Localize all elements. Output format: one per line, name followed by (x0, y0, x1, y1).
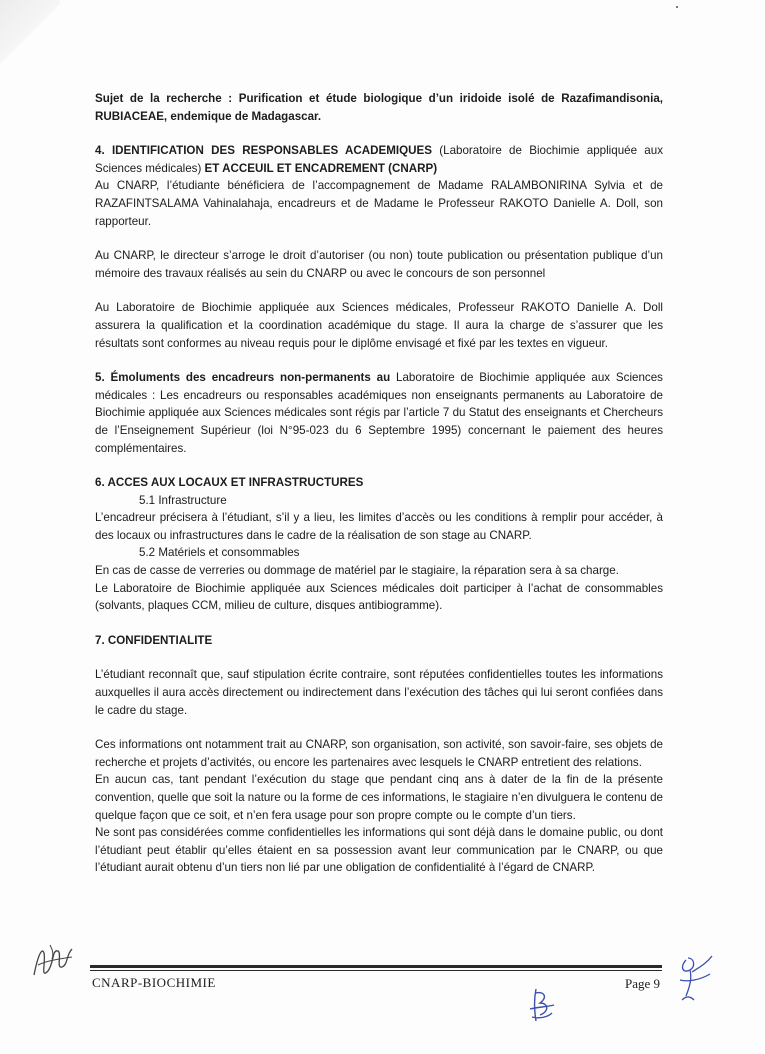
section-5-paragraph (95, 369, 663, 457)
section-4-heading-normal: (Laboratoire de Biochimie appliquée aux Sciences médicales) (95, 144, 663, 175)
subsection-5-1-text: L’encadreur précisera à l’étudiant, s’il y a lieu, les limites d’accès ou les conditions à remplir pour accéder, à des locaux ou infrastructures dans le cadre de la réalisation de son stage au CNARP. (95, 511, 663, 542)
subsection-5-2-title: 5.2 Matériels et consommables (139, 546, 300, 560)
section-7-paragraph-4: Ne sont pas considérées comme confidentielles les informations qui sont déjà dans le domaine public, ou dont l’étudiant peut établir qu’elles étaient en sa possession avant leur communication par le CNARP, ou que l’étudiant aurait obtenu d’un tiers non lié par une obligation de confidentialité à l’égard de CNARP. (95, 826, 663, 875)
section-4-heading-bold-2: ET ACCEUIL ET ENCADREMENT (CNARP) (201, 161, 438, 175)
section-4-paragraph-2: Au CNARP, le directeur s’arroge le droit d’autoriser (ou non) toute publication ou présentation publique d’un mémoire des travaux réalisés au sein du CNARP ou avec le concours de son personnel (95, 249, 663, 280)
footer-rule (90, 965, 662, 968)
subsection-5-2-text-1: En cas de casse de verreries ou dommage de matériel par le stagiaire, la réparation sera à sa charge. (95, 564, 619, 578)
page-corner-fold (0, 0, 60, 80)
subsection-5-1-title: 5.1 Infrastructure (139, 493, 227, 507)
page-number: Page 9 (624, 976, 660, 991)
section-5-text: Laboratoire de Biochimie appliquée aux Sciences médicales : Les encadreurs ou responsables académiques non enseignants permanents au Laboratoire de Biochimie appliquée aux Sciences médicales sont régis par l’article 7 du Statut des enseignants et Chercheurs de l’Enseignement Supérieur (loi N°95-023 du 6 Septembre 1995) concernant le paiement des heures complémentaires. (95, 371, 663, 455)
section-5-heading: 5. Émoluments des encadreurs non-permanents au (95, 371, 391, 385)
research-subject: Sujet de la recherche : Purification et étude biologique d’un iridoide isolé de Razafimandisonia, RUBIACEAE, endemique de Madagascar. (95, 92, 663, 123)
signature-initials-left (28, 935, 80, 987)
section-4-paragraph-1: Au CNARP, l’étudiante bénéficiera de l’accompagnement de Madame RALAMBONIRINA Sylvia et de RAZAFINTSALAMA Vahinalahaja, encadreurs et de Madame le Professeur RAKOTO Danielle A. Doll, son rapporteur. (95, 179, 663, 228)
section-6-heading: 6. ACCES AUX LOCAUX ET INFRASTRUCTURES (95, 476, 364, 490)
document-body (95, 90, 663, 877)
footer-org-label: CNARP-BIOCHIMIE (92, 975, 216, 990)
section-7-paragraph-3: En aucun cas, tant pendant l’exécution du stage que pendant cinq ans à dater de la fin de la présente convention, quelle que soit la nature ou la forme de ces informations, le stagiaire n’en divulguera le contenu de quelque façon que ce soit, et n’en fera usage pour son propre compte ou le compte d’un tiers. (95, 773, 663, 822)
section-4-heading (95, 142, 663, 177)
section-7-paragraph-2: Ces informations ont notamment trait au CNARP, son organisation, son activité, son savoir-faire, ses objets de recherche et projets d’activités, ou encore les partenaires avec lesquels le CNARP entretient des relations. (95, 738, 663, 769)
section-4-paragraph-3: Au Laboratoire de Biochimie appliquée aux Sciences médicales, Professeur RAKOTO Danielle A. Doll assurera la qualification et la coordination académique du stage. Il aura la charge de s’assurer que les résultats sont conformes au niveau requis pour le diplôme envisagé et fixé par les textes en vigueur. (95, 301, 663, 350)
section-7-paragraph-1: L’étudiant reconnaît que, sauf stipulation écrite contraire, sont réputées confidentielles toutes les informations auxquelles il aura accès directement ou indirectement dans l’exécution des tâches qui lui seront confiées dans le cadre du stage. (95, 668, 663, 717)
signature-initials-center (524, 985, 558, 1027)
section-4-heading-bold: 4. IDENTIFICATION DES RESPONSABLES ACADEMIQUES (95, 144, 432, 158)
signature-initials-right (672, 950, 718, 1006)
footer-rule-thin (90, 970, 662, 971)
subsection-5-2-text-2: Le Laboratoire de Biochimie appliquée aux Sciences médicales doit participer à l’achat de consommables (solvants, plaques CCM, milieu de culture, disques antibiogramme). (95, 581, 663, 613)
section-7-heading: 7. CONFIDENTIALITE (95, 633, 213, 647)
scan-speck (676, 6, 678, 8)
